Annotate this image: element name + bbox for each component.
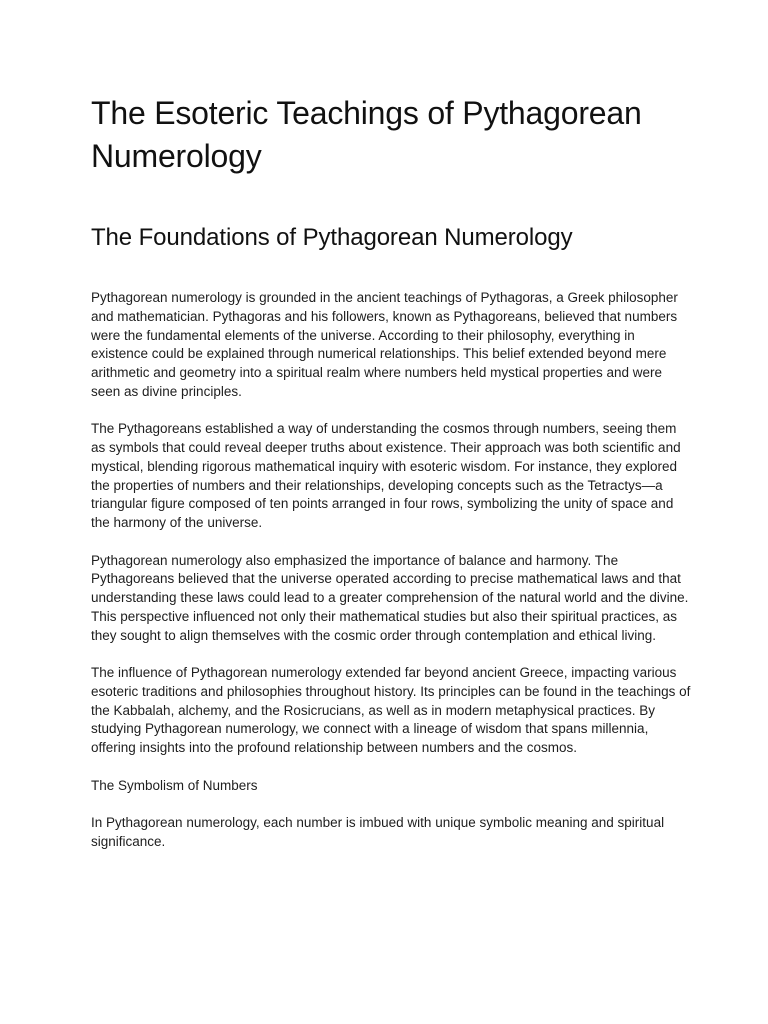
- paragraph: The Pythagoreans established a way of understanding the cosmos through numbers, seeing them as symbols that could reveal deeper truths about existence. Their approach was both scientific and mystical, blending rigorous mathematical inquiry with esoteric wisdom. For instance, they explored the properties of numbers and their relationships, developing concepts such as the Tetractys—a triangular figure composed of ten points arranged in four rows, symbolizing the unity of space and the harmony of the universe.: [91, 421, 681, 531]
- subsection-title: The Symbolism of Numbers: [91, 777, 258, 793]
- section-heading: The Foundations of Pythagorean Numerology: [91, 224, 573, 251]
- paragraph: In Pythagorean numerology, each number is imbued with unique symbolic meaning and spiritual significance.: [91, 814, 665, 849]
- paragraph: The influence of Pythagorean numerology extended far beyond ancient Greece, impacting various esoteric traditions and philosophies throughout history. Its principles can be found in the teachings of the Kabbalah, alchemy, and the Rosicrucians, as well as in modern metaphysical practices. By studying Pythagorean numerology, we connect with a lineage of wisdom that spans millennia, offering insights into the profound relationship between numbers and the cosmos.: [91, 665, 691, 756]
- paragraph: Pythagorean numerology is grounded in the ancient teachings of Pythagoras, a Greek philosopher and mathematician. Pythagoras and his followers, known as Pythagoreans, believed that numbers were the fundamental elements of the universe. According to their philosophy, everything in existence could be explained through numerical relationships. This belief extended beyond mere arithmetic and geometry into a spiritual realm where numbers held mystical properties and were seen as divine principles.: [91, 290, 678, 399]
- document-title: The Esoteric Teachings of Pythagorean Numerology: [91, 95, 642, 174]
- document-content: [91, 92, 691, 870]
- body-paragraphs: [91, 289, 691, 851]
- paragraph: Pythagorean numerology also emphasized the importance of balance and harmony. The Pythagoreans believed that the universe operated according to precise mathematical laws and that understanding these laws could lead to a greater comprehension of the natural world and the divine. This perspective influenced not only their mathematical studies but also their spiritual practices, as they sought to align themselves with the cosmic order through contemplation and ethical living.: [91, 552, 689, 643]
